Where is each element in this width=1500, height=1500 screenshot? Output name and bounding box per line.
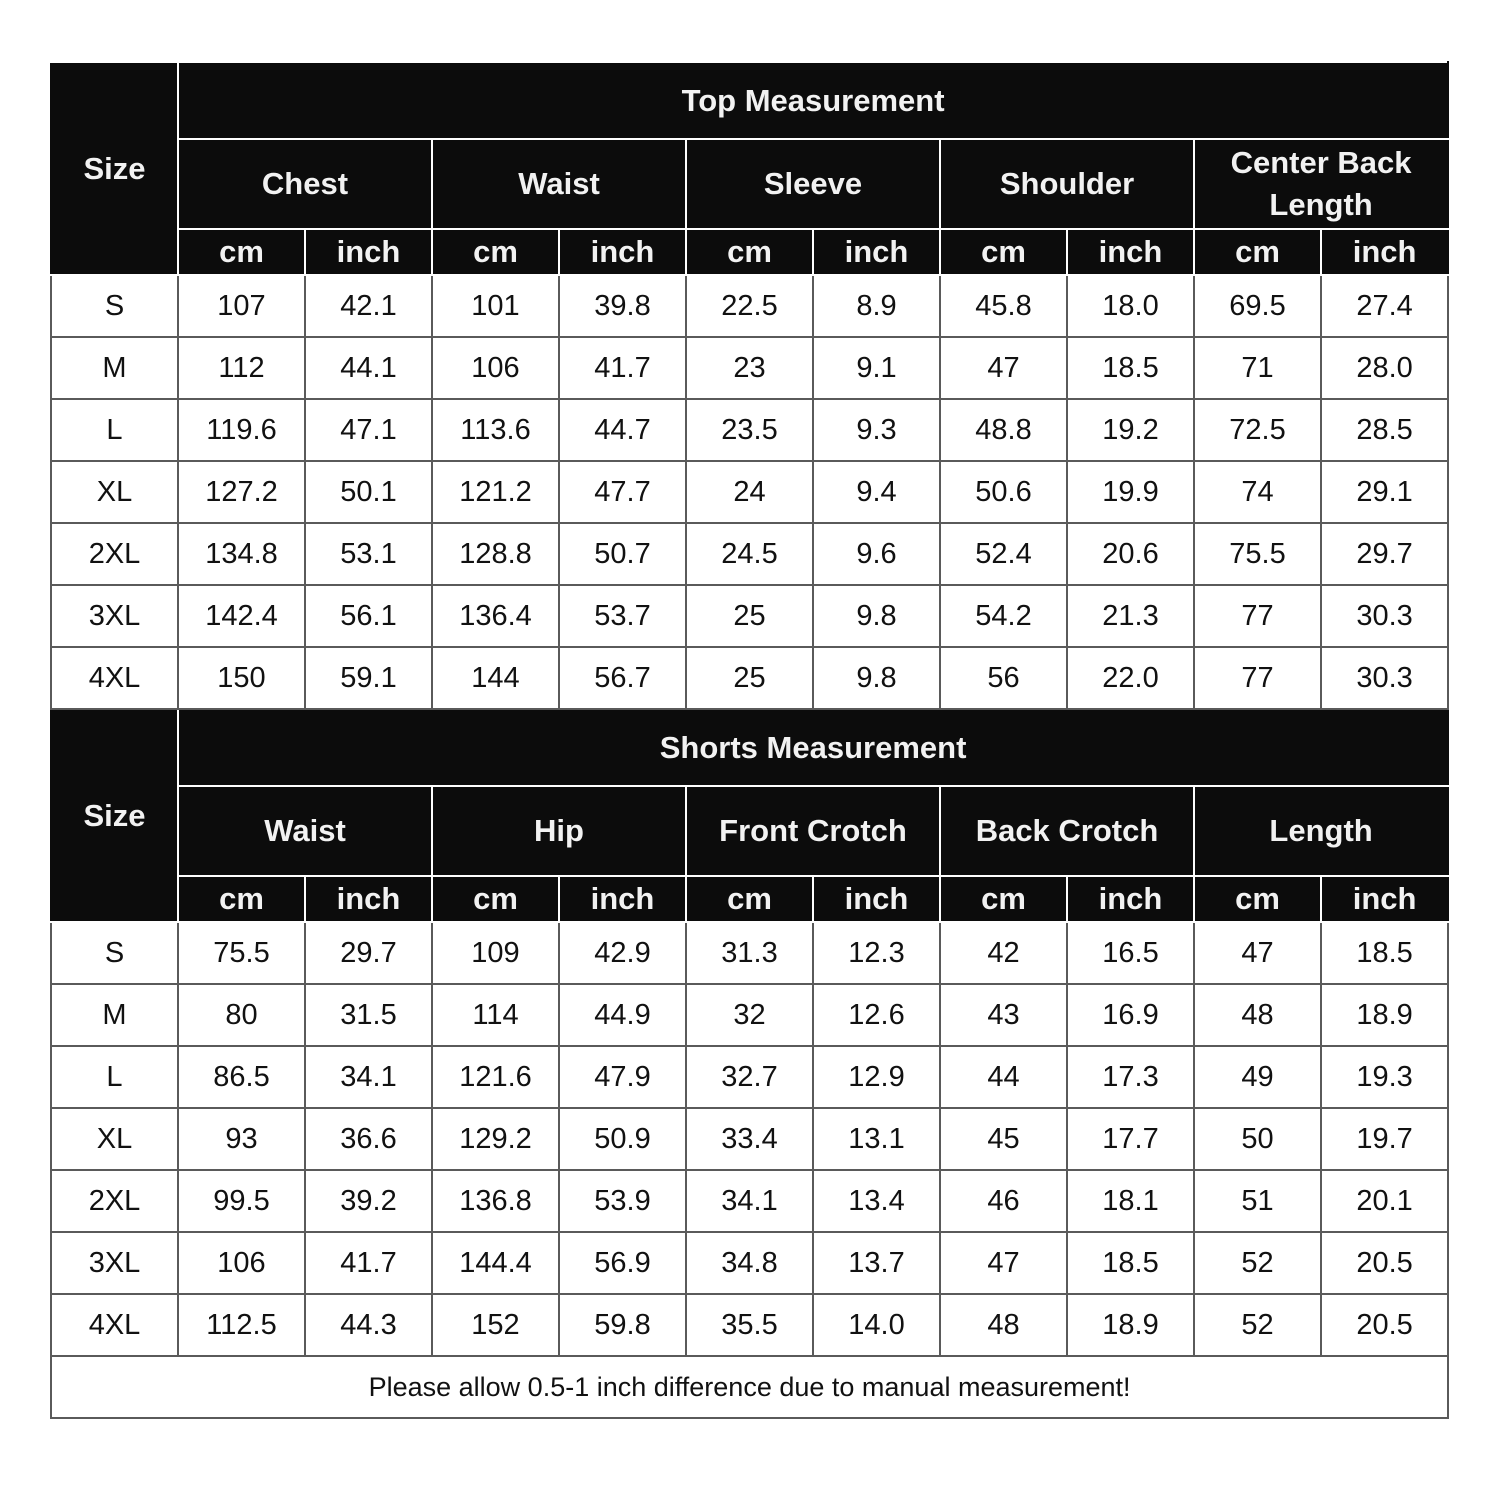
top-value-cell: 44.1	[305, 337, 432, 399]
shorts-measurement-section	[51, 709, 1448, 1356]
top-unit-header-waist-inch: inch	[559, 229, 686, 275]
top-value-cell: 52.4	[940, 523, 1067, 585]
shorts-value-cell: 144.4	[432, 1232, 559, 1294]
shorts-unit-header-front-crotch-cm: cm	[686, 876, 813, 922]
shorts-unit-header-length-cm: cm	[1194, 876, 1321, 922]
top-size-cell: XL	[51, 461, 178, 523]
top-value-cell: 28.0	[1321, 337, 1448, 399]
top-value-cell: 47.1	[305, 399, 432, 461]
shorts-value-cell: 52	[1194, 1232, 1321, 1294]
top-value-cell: 142.4	[178, 585, 305, 647]
top-value-cell: 72.5	[1194, 399, 1321, 461]
top-value-cell: 127.2	[178, 461, 305, 523]
top-value-cell: 8.9	[813, 275, 940, 337]
shorts-value-cell: 47	[940, 1232, 1067, 1294]
top-value-cell: 74	[1194, 461, 1321, 523]
top-size-cell: 2XL	[51, 523, 178, 585]
top-unit-header-center-back-length-cm: cm	[1194, 229, 1321, 275]
top-group-header-center-back-length: Center Back Length	[1194, 139, 1448, 229]
shorts-value-cell: 19.3	[1321, 1046, 1448, 1108]
size-chart-table	[50, 61, 1449, 1419]
shorts-value-cell: 52	[1194, 1294, 1321, 1356]
top-value-cell: 56.1	[305, 585, 432, 647]
shorts-value-cell: 56.9	[559, 1232, 686, 1294]
top-value-cell: 23	[686, 337, 813, 399]
top-value-cell: 30.3	[1321, 647, 1448, 709]
shorts-row-3xl	[51, 1232, 1448, 1294]
shorts-row-4xl	[51, 1294, 1448, 1356]
shorts-unit-header-back-crotch-inch: inch	[1067, 876, 1194, 922]
measurement-note: Please allow 0.5-1 inch difference due to manual measurement!	[51, 1356, 1448, 1418]
shorts-value-cell: 18.5	[1067, 1232, 1194, 1294]
shorts-row-l	[51, 1046, 1448, 1108]
shorts-value-cell: 33.4	[686, 1108, 813, 1170]
top-value-cell: 29.7	[1321, 523, 1448, 585]
shorts-value-cell: 121.6	[432, 1046, 559, 1108]
top-value-cell: 112	[178, 337, 305, 399]
top-value-cell: 41.7	[559, 337, 686, 399]
shorts-section-title: Shorts Measurement	[178, 709, 1448, 786]
top-row-xl	[51, 461, 1448, 523]
shorts-value-cell: 39.2	[305, 1170, 432, 1232]
shorts-group-header-length: Length	[1194, 786, 1448, 876]
top-size-cell: 4XL	[51, 647, 178, 709]
shorts-value-cell: 51	[1194, 1170, 1321, 1232]
shorts-value-cell: 93	[178, 1108, 305, 1170]
shorts-value-cell: 50	[1194, 1108, 1321, 1170]
shorts-value-cell: 34.1	[686, 1170, 813, 1232]
shorts-value-cell: 47.9	[559, 1046, 686, 1108]
shorts-value-cell: 31.5	[305, 984, 432, 1046]
shorts-value-cell: 46	[940, 1170, 1067, 1232]
top-value-cell: 136.4	[432, 585, 559, 647]
shorts-value-cell: 42.9	[559, 922, 686, 984]
top-value-cell: 27.4	[1321, 275, 1448, 337]
top-unit-header-chest-cm: cm	[178, 229, 305, 275]
shorts-value-cell: 16.9	[1067, 984, 1194, 1046]
top-group-header-waist: Waist	[432, 139, 686, 229]
top-value-cell: 18.0	[1067, 275, 1194, 337]
shorts-size-cell: 4XL	[51, 1294, 178, 1356]
top-value-cell: 69.5	[1194, 275, 1321, 337]
top-value-cell: 77	[1194, 647, 1321, 709]
top-value-cell: 56	[940, 647, 1067, 709]
top-value-cell: 30.3	[1321, 585, 1448, 647]
top-value-cell: 128.8	[432, 523, 559, 585]
top-value-cell: 44.7	[559, 399, 686, 461]
top-value-cell: 75.5	[1194, 523, 1321, 585]
top-value-cell: 107	[178, 275, 305, 337]
top-unit-header-sleeve-inch: inch	[813, 229, 940, 275]
top-value-cell: 77	[1194, 585, 1321, 647]
shorts-row-s	[51, 922, 1448, 984]
shorts-value-cell: 20.5	[1321, 1294, 1448, 1356]
top-measurement-section	[51, 62, 1448, 709]
top-group-row	[51, 139, 1448, 229]
top-value-cell: 9.1	[813, 337, 940, 399]
top-size-header: Size	[51, 62, 178, 275]
top-size-cell: 3XL	[51, 585, 178, 647]
shorts-value-cell: 53.9	[559, 1170, 686, 1232]
shorts-value-cell: 112.5	[178, 1294, 305, 1356]
top-value-cell: 19.2	[1067, 399, 1194, 461]
shorts-value-cell: 50.9	[559, 1108, 686, 1170]
shorts-value-cell: 12.6	[813, 984, 940, 1046]
top-value-cell: 50.7	[559, 523, 686, 585]
shorts-value-cell: 80	[178, 984, 305, 1046]
top-value-cell: 121.2	[432, 461, 559, 523]
shorts-value-cell: 34.8	[686, 1232, 813, 1294]
top-unit-header-shoulder-cm: cm	[940, 229, 1067, 275]
shorts-group-header-back-crotch: Back Crotch	[940, 786, 1194, 876]
top-section-title: Top Measurement	[178, 62, 1448, 139]
shorts-size-cell: M	[51, 984, 178, 1046]
shorts-value-cell: 99.5	[178, 1170, 305, 1232]
top-value-cell: 9.4	[813, 461, 940, 523]
top-size-cell: L	[51, 399, 178, 461]
note-section	[51, 1356, 1448, 1418]
shorts-group-row	[51, 786, 1448, 876]
shorts-value-cell: 18.5	[1321, 922, 1448, 984]
top-row-l	[51, 399, 1448, 461]
top-unit-row	[51, 229, 1448, 275]
top-value-cell: 19.9	[1067, 461, 1194, 523]
top-value-cell: 18.5	[1067, 337, 1194, 399]
shorts-row-m	[51, 984, 1448, 1046]
top-value-cell: 47	[940, 337, 1067, 399]
shorts-value-cell: 44	[940, 1046, 1067, 1108]
top-value-cell: 24	[686, 461, 813, 523]
shorts-unit-header-hip-inch: inch	[559, 876, 686, 922]
top-value-cell: 48.8	[940, 399, 1067, 461]
top-value-cell: 9.6	[813, 523, 940, 585]
shorts-row-xl	[51, 1108, 1448, 1170]
top-value-cell: 20.6	[1067, 523, 1194, 585]
shorts-value-cell: 106	[178, 1232, 305, 1294]
shorts-size-cell: 2XL	[51, 1170, 178, 1232]
shorts-value-cell: 45	[940, 1108, 1067, 1170]
shorts-size-cell: 3XL	[51, 1232, 178, 1294]
top-value-cell: 144	[432, 647, 559, 709]
shorts-unit-header-hip-cm: cm	[432, 876, 559, 922]
top-row-s	[51, 275, 1448, 337]
shorts-value-cell: 136.8	[432, 1170, 559, 1232]
top-unit-header-chest-inch: inch	[305, 229, 432, 275]
shorts-value-cell: 17.7	[1067, 1108, 1194, 1170]
shorts-unit-header-front-crotch-inch: inch	[813, 876, 940, 922]
top-row-3xl	[51, 585, 1448, 647]
shorts-value-cell: 152	[432, 1294, 559, 1356]
shorts-value-cell: 16.5	[1067, 922, 1194, 984]
top-value-cell: 106	[432, 337, 559, 399]
shorts-value-cell: 48	[1194, 984, 1321, 1046]
top-value-cell: 53.7	[559, 585, 686, 647]
shorts-value-cell: 75.5	[178, 922, 305, 984]
top-value-cell: 9.8	[813, 585, 940, 647]
shorts-value-cell: 36.6	[305, 1108, 432, 1170]
top-unit-header-shoulder-inch: inch	[1067, 229, 1194, 275]
top-value-cell: 59.1	[305, 647, 432, 709]
shorts-value-cell: 35.5	[686, 1294, 813, 1356]
shorts-value-cell: 49	[1194, 1046, 1321, 1108]
shorts-value-cell: 29.7	[305, 922, 432, 984]
shorts-group-header-front-crotch: Front Crotch	[686, 786, 940, 876]
shorts-size-cell: L	[51, 1046, 178, 1108]
top-group-header-shoulder: Shoulder	[940, 139, 1194, 229]
shorts-unit-header-length-inch: inch	[1321, 876, 1448, 922]
shorts-size-cell: S	[51, 922, 178, 984]
shorts-value-cell: 13.4	[813, 1170, 940, 1232]
top-size-cell: S	[51, 275, 178, 337]
shorts-value-cell: 44.9	[559, 984, 686, 1046]
shorts-value-cell: 18.1	[1067, 1170, 1194, 1232]
shorts-unit-row	[51, 876, 1448, 922]
shorts-value-cell: 20.1	[1321, 1170, 1448, 1232]
top-unit-header-sleeve-cm: cm	[686, 229, 813, 275]
shorts-unit-header-back-crotch-cm: cm	[940, 876, 1067, 922]
top-value-cell: 119.6	[178, 399, 305, 461]
top-title-row	[51, 62, 1448, 139]
top-value-cell: 39.8	[559, 275, 686, 337]
top-value-cell: 54.2	[940, 585, 1067, 647]
top-value-cell: 71	[1194, 337, 1321, 399]
top-value-cell: 21.3	[1067, 585, 1194, 647]
shorts-unit-header-waist-inch: inch	[305, 876, 432, 922]
top-value-cell: 9.8	[813, 647, 940, 709]
top-value-cell: 28.5	[1321, 399, 1448, 461]
shorts-value-cell: 13.7	[813, 1232, 940, 1294]
shorts-value-cell: 19.7	[1321, 1108, 1448, 1170]
top-row-4xl	[51, 647, 1448, 709]
shorts-value-cell: 17.3	[1067, 1046, 1194, 1108]
top-group-header-chest: Chest	[178, 139, 432, 229]
shorts-value-cell: 42	[940, 922, 1067, 984]
top-size-cell: M	[51, 337, 178, 399]
top-value-cell: 23.5	[686, 399, 813, 461]
shorts-value-cell: 34.1	[305, 1046, 432, 1108]
shorts-value-cell: 12.9	[813, 1046, 940, 1108]
top-value-cell: 56.7	[559, 647, 686, 709]
top-value-cell: 25	[686, 585, 813, 647]
top-value-cell: 50.6	[940, 461, 1067, 523]
shorts-value-cell: 41.7	[305, 1232, 432, 1294]
shorts-row-2xl	[51, 1170, 1448, 1232]
shorts-unit-header-waist-cm: cm	[178, 876, 305, 922]
top-row-m	[51, 337, 1448, 399]
shorts-value-cell: 109	[432, 922, 559, 984]
shorts-group-header-hip: Hip	[432, 786, 686, 876]
top-group-header-sleeve: Sleeve	[686, 139, 940, 229]
top-unit-header-center-back-length-inch: inch	[1321, 229, 1448, 275]
shorts-value-cell: 31.3	[686, 922, 813, 984]
top-value-cell: 45.8	[940, 275, 1067, 337]
shorts-value-cell: 48	[940, 1294, 1067, 1356]
top-value-cell: 22.5	[686, 275, 813, 337]
shorts-value-cell: 32	[686, 984, 813, 1046]
shorts-value-cell: 18.9	[1067, 1294, 1194, 1356]
top-row-2xl	[51, 523, 1448, 585]
shorts-value-cell: 114	[432, 984, 559, 1046]
shorts-size-header: Size	[51, 709, 178, 922]
top-value-cell: 113.6	[432, 399, 559, 461]
top-value-cell: 47.7	[559, 461, 686, 523]
shorts-title-row	[51, 709, 1448, 786]
shorts-value-cell: 14.0	[813, 1294, 940, 1356]
shorts-value-cell: 129.2	[432, 1108, 559, 1170]
top-value-cell: 53.1	[305, 523, 432, 585]
shorts-value-cell: 44.3	[305, 1294, 432, 1356]
shorts-value-cell: 12.3	[813, 922, 940, 984]
top-value-cell: 25	[686, 647, 813, 709]
shorts-value-cell: 13.1	[813, 1108, 940, 1170]
shorts-group-header-waist: Waist	[178, 786, 432, 876]
top-value-cell: 101	[432, 275, 559, 337]
top-value-cell: 22.0	[1067, 647, 1194, 709]
shorts-value-cell: 47	[1194, 922, 1321, 984]
top-value-cell: 150	[178, 647, 305, 709]
top-value-cell: 29.1	[1321, 461, 1448, 523]
shorts-size-cell: XL	[51, 1108, 178, 1170]
shorts-value-cell: 86.5	[178, 1046, 305, 1108]
shorts-value-cell: 43	[940, 984, 1067, 1046]
top-unit-header-waist-cm: cm	[432, 229, 559, 275]
top-value-cell: 9.3	[813, 399, 940, 461]
shorts-value-cell: 20.5	[1321, 1232, 1448, 1294]
top-value-cell: 50.1	[305, 461, 432, 523]
shorts-value-cell: 59.8	[559, 1294, 686, 1356]
shorts-value-cell: 32.7	[686, 1046, 813, 1108]
top-value-cell: 42.1	[305, 275, 432, 337]
top-value-cell: 134.8	[178, 523, 305, 585]
top-value-cell: 24.5	[686, 523, 813, 585]
shorts-value-cell: 18.9	[1321, 984, 1448, 1046]
